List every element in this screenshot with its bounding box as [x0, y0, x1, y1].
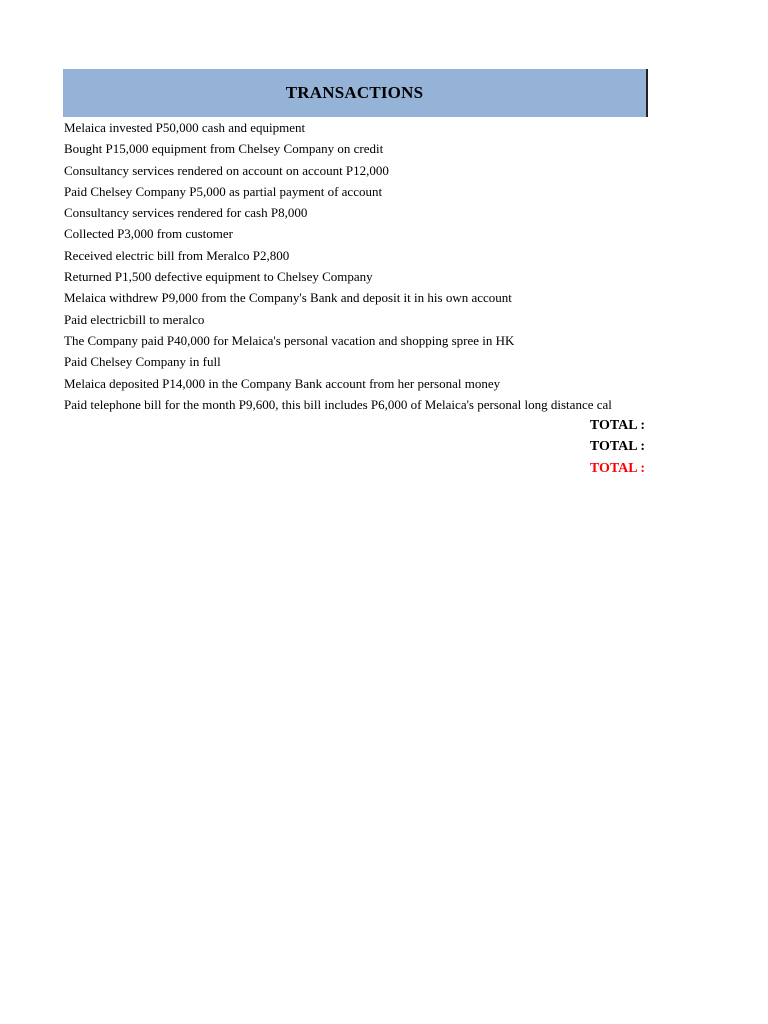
total-label-2: TOTAL : [589, 439, 645, 455]
transaction-row: Returned P1,500 defective equipment to Chelsey Company [64, 269, 373, 285]
transaction-row: Paid telephone bill for the month P9,600, this bill includes P6,000 of Melaica's personal long distance cal [64, 396, 612, 412]
total-label-3: TOTAL : [589, 460, 645, 476]
transaction-row: The Company paid P40,000 for Melaica's personal vacation and shopping spree in HK [64, 332, 515, 348]
transaction-row: Paid electricbill to meralco [64, 311, 205, 327]
transaction-row: Bought P15,000 equipment from Chelsey Company on credit [64, 141, 384, 157]
transaction-row: Collected P3,000 from customer [64, 226, 233, 242]
transaction-row: Melaica invested P50,000 cash and equipment [64, 120, 306, 135]
total-label-1: TOTAL : [589, 418, 645, 434]
transaction-row: Melaica deposited P14,000 in the Company Bank account from her personal money [64, 375, 501, 391]
transactions-list [63, 117, 648, 415]
transaction-row: Paid Chelsey Company P5,000 as partial payment of account [64, 183, 383, 199]
page-title: TRANSACTIONS [285, 83, 424, 102]
transaction-row: Melaica withdrew P9,000 from the Company's Bank and deposit it in his own account [64, 290, 512, 306]
transaction-row: Received electric bill from Meralco P2,800 [64, 247, 290, 263]
transaction-row: Consultancy services rendered on account on account P12,000 [64, 162, 389, 178]
transaction-row: Consultancy services rendered for cash P8,000 [64, 205, 308, 221]
transactions-sheet [63, 69, 648, 479]
transactions-header [63, 69, 648, 117]
transaction-row: Paid Chelsey Company in full [64, 354, 221, 370]
